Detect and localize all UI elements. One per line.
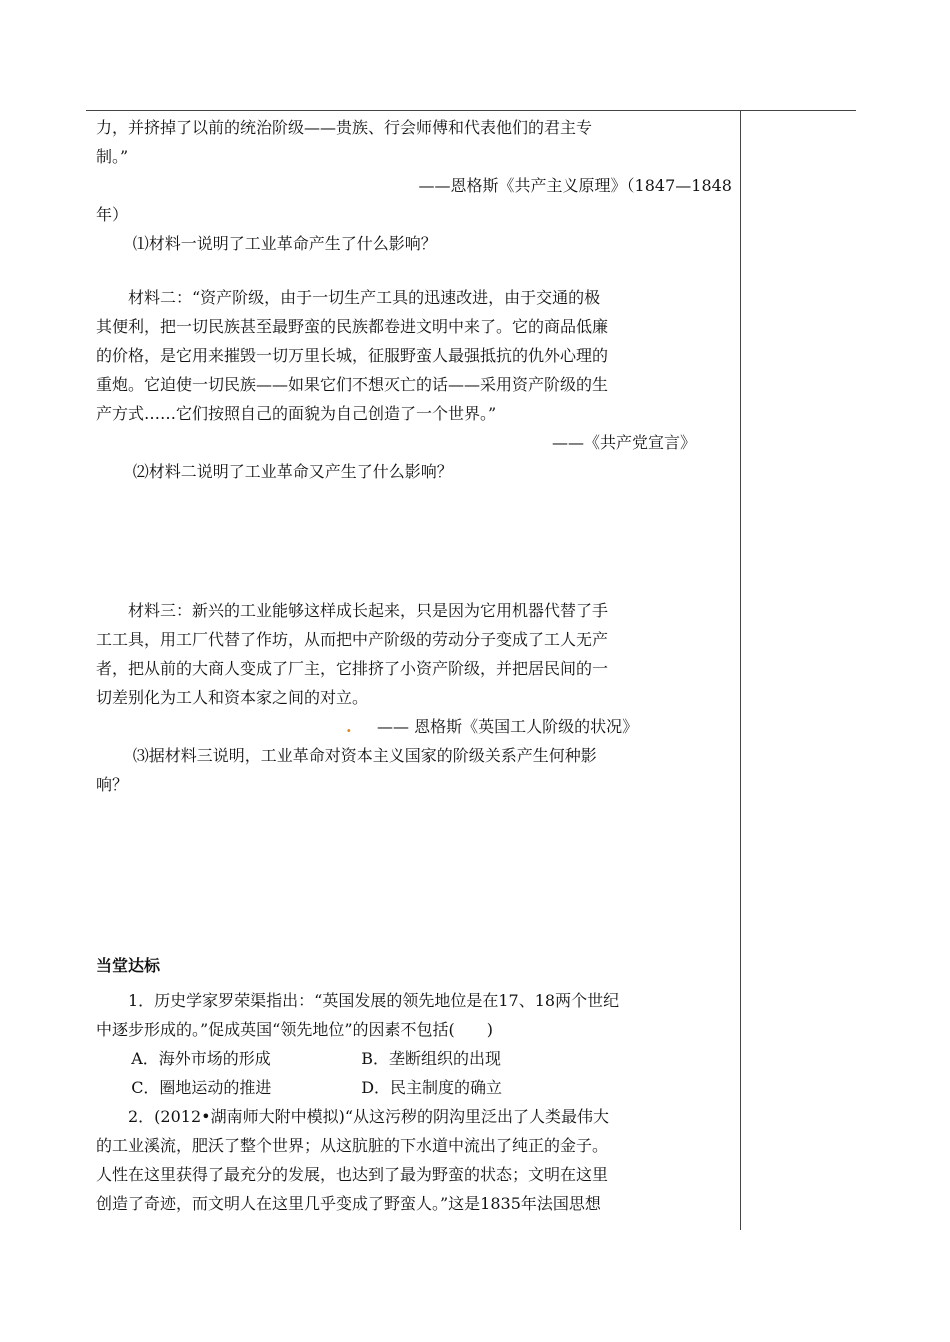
material3-text-line: 工工具，用工厂代替了作坊，从而把中产阶级的劳动分子变成了工人无产 bbox=[96, 630, 609, 649]
material1-text-line: 制。” bbox=[96, 147, 129, 166]
question-1: ⑴材料一说明了工业革命产生了什么影响？ bbox=[132, 234, 437, 253]
table-right-border bbox=[740, 110, 741, 1230]
answer-space bbox=[96, 486, 732, 596]
option-d: D．民主制度的确立 bbox=[361, 1078, 503, 1097]
material3-source-text: —— 恩格斯《英国工人阶级的状况》 bbox=[377, 717, 639, 736]
material2-source: ——《共产党宣言》 bbox=[551, 433, 696, 452]
material2-text-line: 材料二：“资产阶级，由于一切生产工具的迅速改进，由于交通的极 bbox=[128, 288, 601, 307]
option-a: A．海外市场的形成 bbox=[131, 1049, 271, 1068]
answer-space bbox=[96, 258, 732, 283]
material3-source bbox=[96, 712, 732, 741]
marker-dot: . bbox=[346, 717, 352, 736]
material1-source: ——恩格斯《共产主义原理》（1847—1848 bbox=[418, 176, 732, 195]
material2-text-line: 重炮。它迫使一切民族——如果它们不想灭亡的话——采用资产阶级的生 bbox=[96, 375, 609, 394]
material2-text-line: 产方式……它们按照自己的面貌为自己创造了一个世界。” bbox=[96, 404, 497, 423]
exercise-q1-line: 1．历史学家罗荣渠指出：“英国发展的领先地位是在17、18两个世纪 bbox=[128, 991, 620, 1010]
material3-text-line: 者，把从前的大商人变成了厂主，它排挤了小资产阶级，并把居民间的一 bbox=[96, 659, 609, 678]
exercise-q2-line: 人性在这里获得了最充分的发展，也达到了最为野蛮的状态；文明在这里 bbox=[96, 1165, 609, 1184]
exercise-q2-line: 的工业溪流，肥沃了整个世界；从这肮脏的下水道中流出了纯正的金子。 bbox=[96, 1136, 609, 1155]
material1-source-continuation: 年） bbox=[96, 205, 129, 224]
exercise-q1-options-row bbox=[96, 1044, 732, 1073]
document-body bbox=[96, 113, 732, 1218]
material2-text-line: 其便利，把一切民族甚至最野蛮的民族都卷进文明中来了。它的商品低廉 bbox=[96, 317, 609, 336]
material3-text-line: 材料三：新兴的工业能够这样成长起来，只是因为它用机器代替了手 bbox=[128, 601, 609, 620]
exercise-q2-line: 创造了奇迹，而文明人在这里几乎变成了野蛮人。”这是1835年法国思想 bbox=[96, 1194, 601, 1213]
exercise-q2-line: 2．(2012•湖南师大附中模拟)“从这污秽的阴沟里泛出了人类最伟大 bbox=[128, 1107, 610, 1126]
exercise-q1-options-row bbox=[96, 1073, 732, 1102]
question-2: ⑵材料二说明了工业革命又产生了什么影响？ bbox=[132, 462, 453, 481]
option-b: B．垄断组织的出现 bbox=[361, 1049, 501, 1068]
option-c: C．圈地运动的推进 bbox=[131, 1078, 272, 1097]
material3-text-line: 切差别化为工人和资本家之间的对立。 bbox=[96, 688, 369, 707]
material1-text-line: 力，并挤掉了以前的统治阶级——贵族、行会师傅和代表他们的君主专 bbox=[96, 118, 593, 137]
question-3-continuation: 响？ bbox=[96, 775, 129, 794]
material2-text-line: 的价格，是它用来摧毁一切万里长城，征服野蛮人最强抵抗的仇外心理的 bbox=[96, 346, 609, 365]
exercise-q1-line: 中逐步形成的。”促成英国“领先地位”的因素不包括( ) bbox=[96, 1020, 494, 1039]
question-3: ⑶据材料三说明，工业革命对资本主义国家的阶级关系产生何种影 bbox=[132, 746, 597, 765]
section-title: 当堂达标 bbox=[96, 956, 161, 975]
answer-space bbox=[96, 799, 732, 947]
